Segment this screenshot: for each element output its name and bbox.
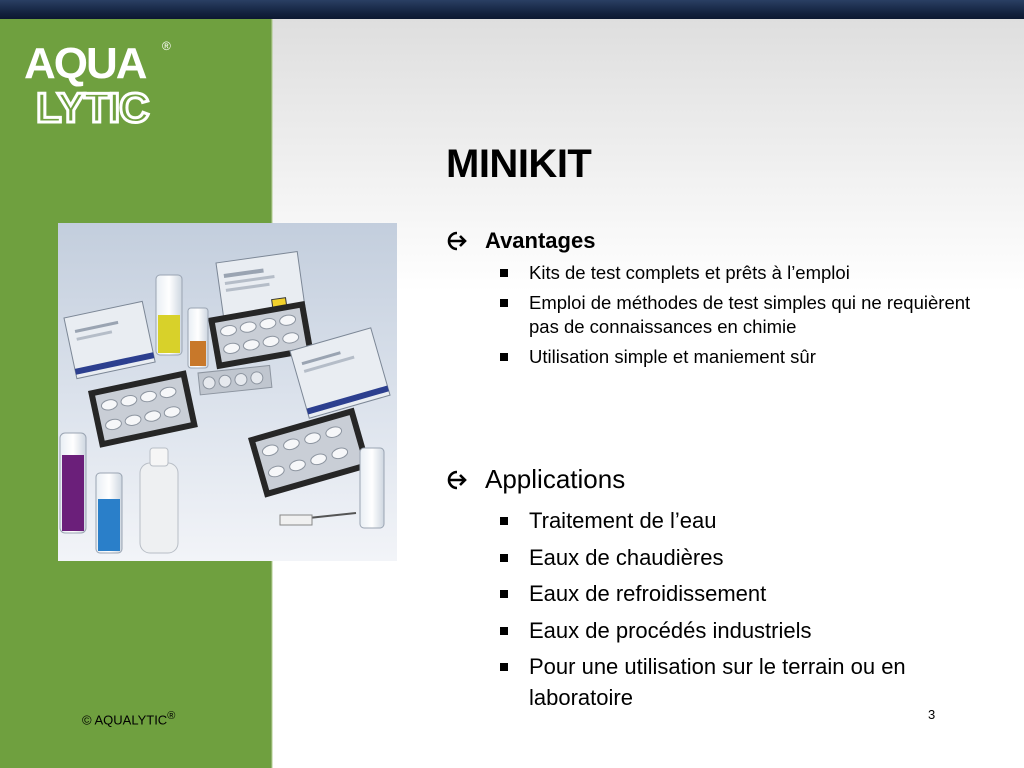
svg-text:LYTIC: LYTIC: [36, 84, 149, 128]
page-number: 3: [928, 707, 936, 722]
svg-text:AQUA: AQUA: [24, 39, 146, 88]
square-bullet-icon: [500, 269, 508, 277]
curved-arrow-icon: [446, 230, 468, 252]
registered-mark: ®: [167, 710, 176, 722]
copyright-footer: [82, 710, 175, 727]
list-item: Traitement de l’eau: [446, 505, 999, 536]
list-item: Eaux de procédés industriels: [446, 615, 999, 646]
square-bullet-icon: [500, 663, 508, 671]
copyright-text: © AQUALYTIC: [82, 712, 168, 728]
section-heading: [446, 228, 989, 254]
list-item: Eaux de chaudières: [446, 542, 999, 573]
section-label: Applications: [485, 464, 626, 494]
section-heading: [446, 464, 999, 495]
square-bullet-icon: [500, 627, 508, 635]
section-label: Avantages: [485, 228, 596, 253]
list-item: Utilisation simple et maniement sûr: [446, 345, 989, 369]
list-item: Kits de test complets et prêts à l’emploi: [446, 261, 989, 285]
square-bullet-icon: [500, 299, 508, 307]
svg-text:®: ®: [162, 39, 171, 53]
square-bullet-icon: [500, 353, 508, 361]
list-item: Eaux de refroidissement: [446, 578, 999, 609]
section-applications: [446, 464, 999, 719]
list-item: Emploi de méthodes de test simples qui ne requièrent pas de connaissances en chimie: [446, 291, 989, 339]
list-item: Pour une utilisation sur le terrain ou en laboratoire: [446, 651, 999, 713]
bullet-list: [446, 505, 999, 713]
curved-arrow-icon: [446, 469, 468, 491]
top-bar: [0, 0, 1024, 19]
slide-title: MINIKIT: [446, 142, 592, 186]
square-bullet-icon: [500, 590, 508, 598]
square-bullet-icon: [500, 517, 508, 525]
minikit-product-photo: [58, 223, 397, 561]
aqualytic-logo: [22, 36, 182, 128]
section-avantages: [446, 228, 989, 375]
square-bullet-icon: [500, 554, 508, 562]
bullet-list: [446, 261, 989, 369]
